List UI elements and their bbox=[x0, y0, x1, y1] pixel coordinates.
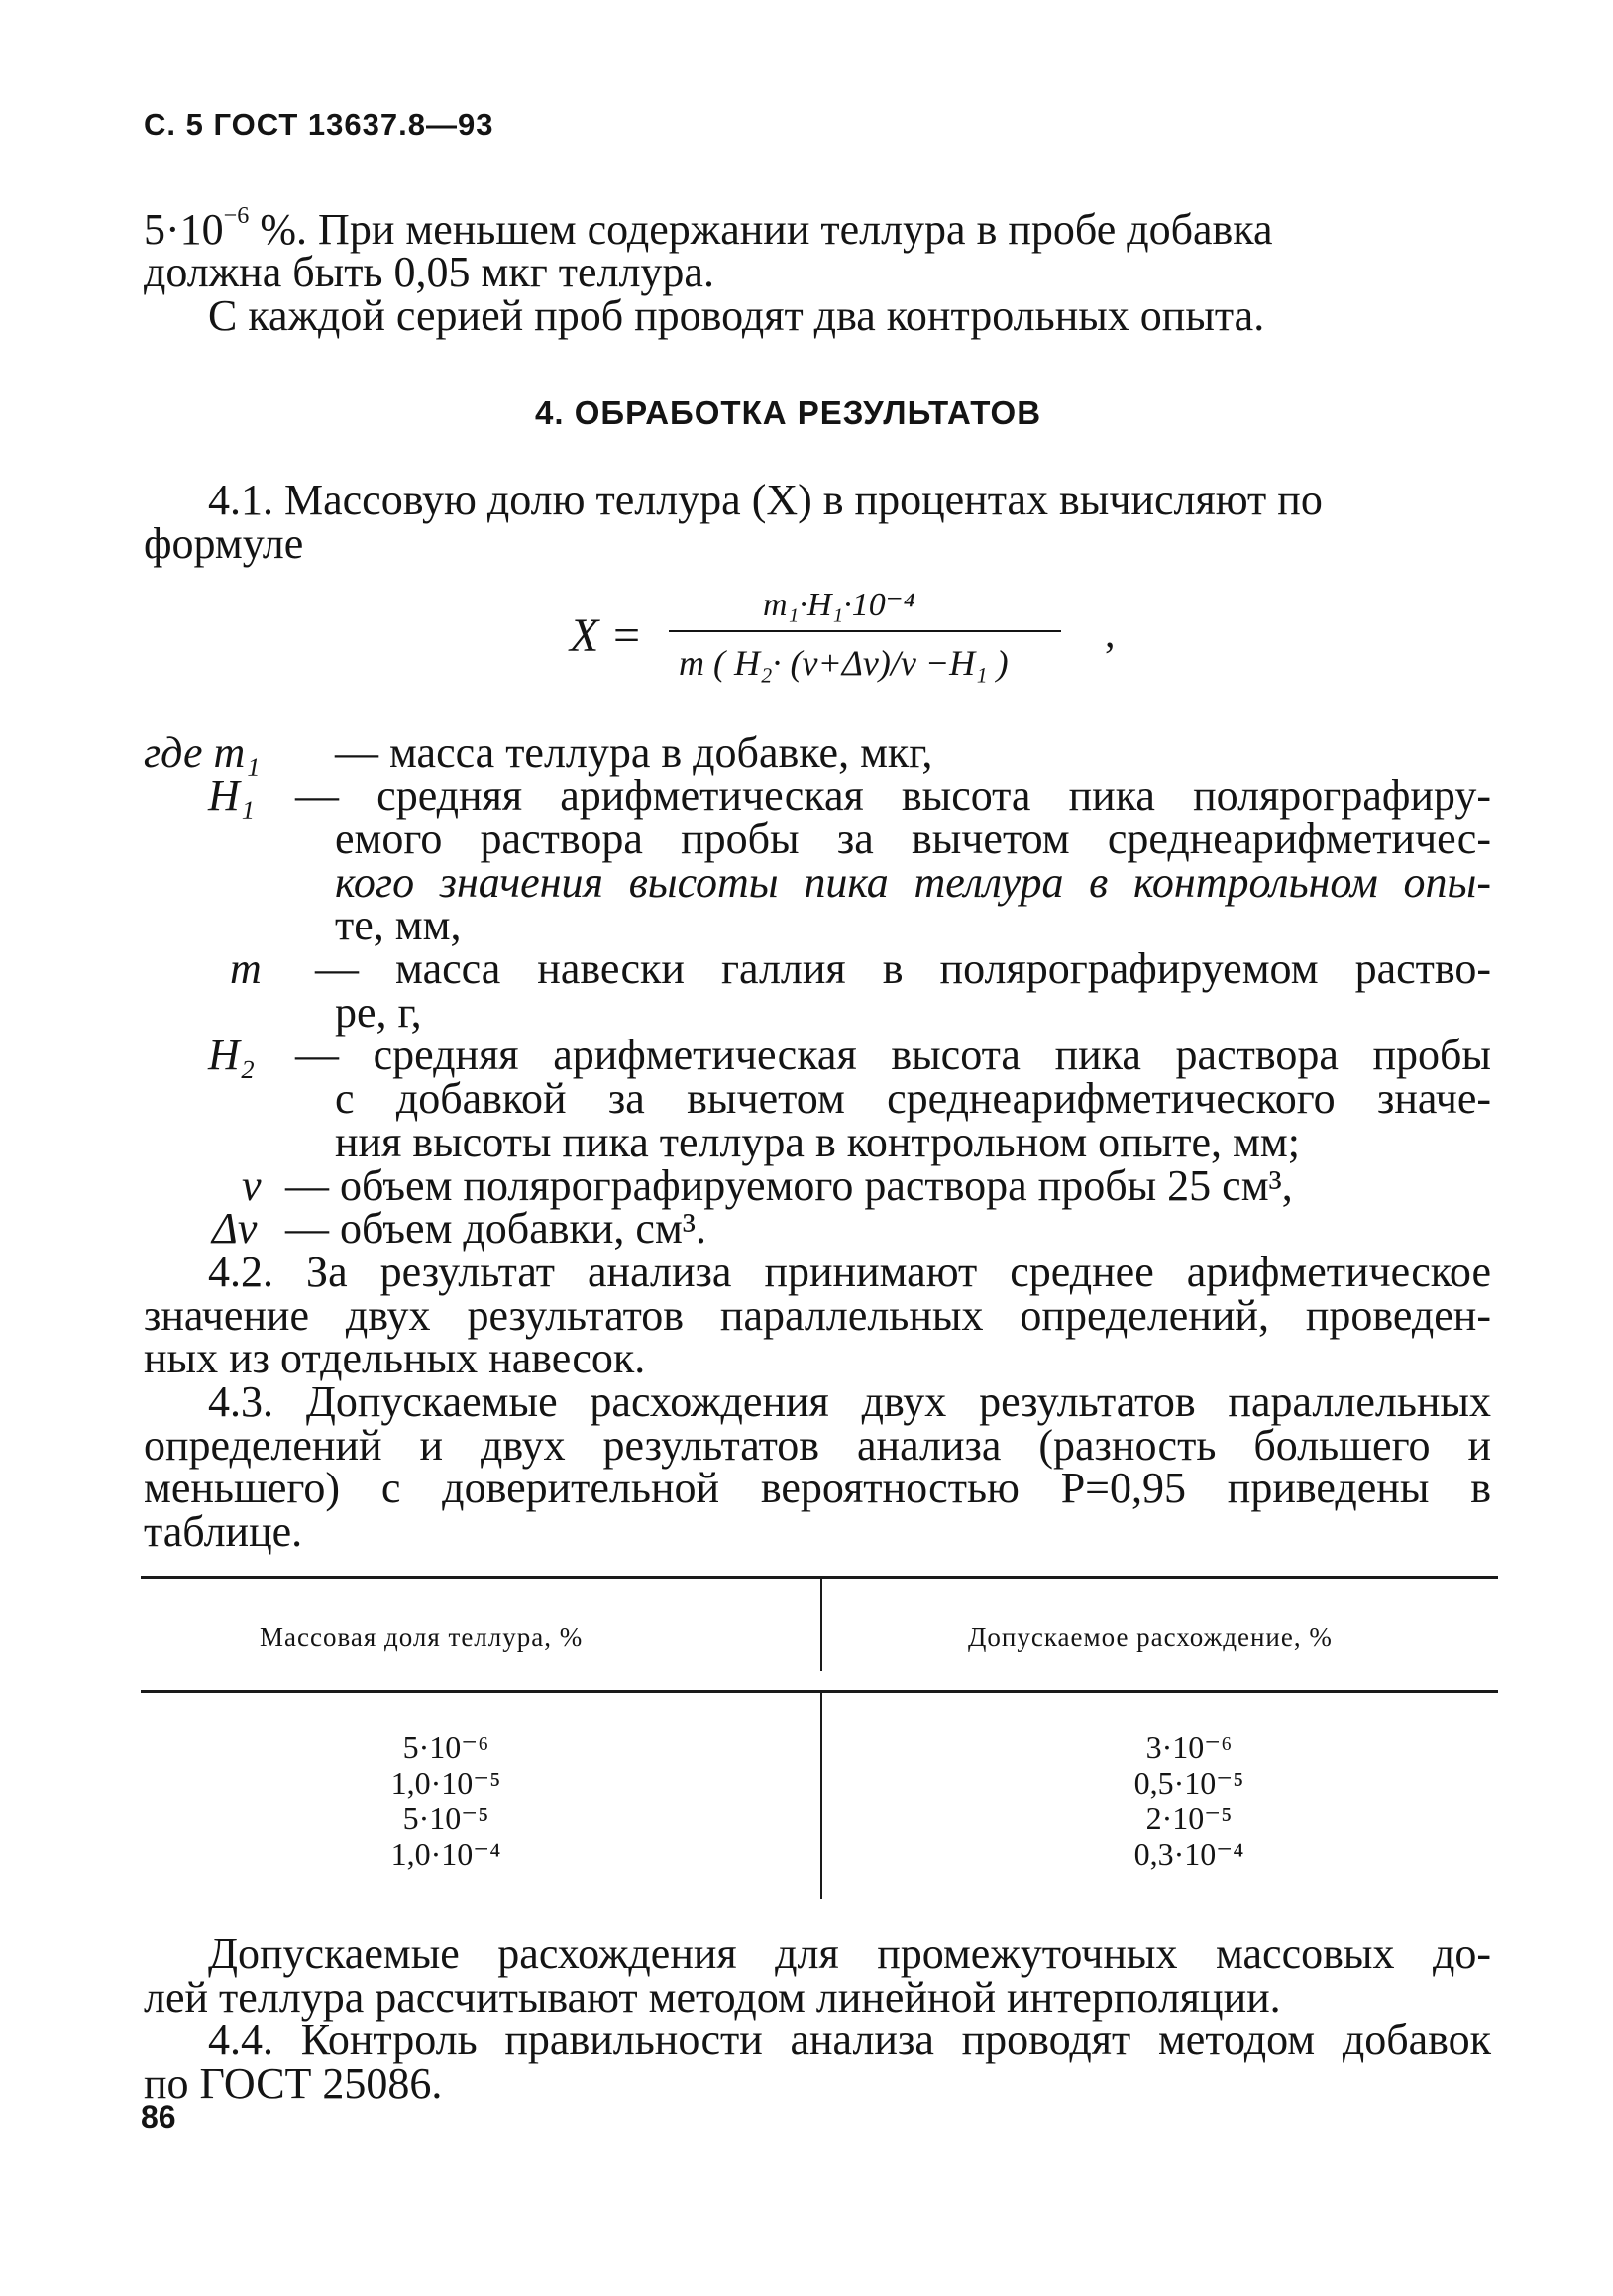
def-H1-line-1: — средняя арифметическая высота пика полярографиру- bbox=[295, 771, 1491, 820]
table-col2-row4: 0,3·10⁻⁴ bbox=[1133, 1836, 1244, 1872]
table-col1-row2: 1,0·10⁻⁵ bbox=[390, 1765, 501, 1801]
p41-line-2: формуле bbox=[144, 519, 304, 568]
table-col1-row1: 5·10⁻⁶ bbox=[402, 1729, 489, 1765]
def-H1-line-2: емого раствора пробы за вычетом среднеарифметичес- bbox=[335, 815, 1491, 863]
table-header-col1: Массовая доля теллура, % bbox=[260, 1622, 584, 1652]
intro-line-1 bbox=[144, 202, 1273, 254]
table-col2-row2: 0,5·10⁻⁵ bbox=[1133, 1765, 1244, 1801]
formula-lhs: X bbox=[570, 609, 599, 662]
def-m1-symbol: где m₁ bbox=[144, 728, 261, 777]
def-m-line-1: — масса навески галлия в полярографируемом раство- bbox=[315, 944, 1491, 993]
p42-line-3: ных из отдельных навесок. bbox=[144, 1334, 646, 1382]
p43-line-1: 4.3. Допускаемые расхождения двух результатов параллельных bbox=[208, 1377, 1491, 1426]
p43-line-2: определений и двух результатов анализа (разность большего и bbox=[144, 1421, 1491, 1470]
def-v-text: — объем полярографируемого раствора пробы 25 см³, bbox=[285, 1161, 1293, 1210]
def-m-symbol: m bbox=[230, 944, 262, 993]
formula bbox=[570, 587, 1125, 710]
table-header-divider bbox=[820, 1579, 822, 1671]
intro-exponent: −6 bbox=[223, 202, 250, 229]
def-H2-line-1: — средняя арифметическая высота пика раствора пробы bbox=[295, 1031, 1491, 1079]
def-H1-symbol: H₁ bbox=[208, 771, 256, 820]
after-table-line-1: Допускаемые расхождения для промежуточных массовых до- bbox=[208, 1929, 1491, 1978]
intro-text: %. При меньшем содержании теллура в пробе добавка bbox=[249, 205, 1273, 254]
table-col1-row3: 5·10⁻⁵ bbox=[402, 1801, 489, 1836]
intro-value: 5·10 bbox=[144, 205, 224, 254]
table-col2-row3: 2·10⁻⁵ bbox=[1145, 1801, 1233, 1836]
p42-line-2: значение двух результатов параллельных определений, проведен- bbox=[144, 1291, 1491, 1340]
def-H2-line-3: ния высоты пика теллура в контрольном опыте, мм; bbox=[335, 1118, 1300, 1166]
table-col1-row4: 1,0·10⁻⁴ bbox=[390, 1836, 501, 1872]
formula-denominator: m ( H₂· (v+Δv)/v −H₁ ) bbox=[679, 643, 1009, 683]
def-H1-line-3: кого значения высоты пика теллура в контрольном опы- bbox=[335, 858, 1491, 907]
def-m-line-2: ре, г, bbox=[335, 988, 422, 1037]
table-header-rule bbox=[141, 1690, 1498, 1693]
def-H2-line-2: с добавкой за вычетом среднеарифметического значе- bbox=[335, 1074, 1491, 1123]
page-header: С. 5 ГОСТ 13637.8—93 bbox=[144, 107, 494, 142]
page-number: 86 bbox=[141, 2099, 176, 2134]
table-top-rule bbox=[141, 1576, 1498, 1579]
p44-line-2: по ГОСТ 25086. bbox=[144, 2059, 443, 2108]
p43-line-3: меньшего) с доверительной вероятностью P=0,95 приведены в bbox=[144, 1464, 1491, 1512]
def-dv-symbol: Δv bbox=[212, 1204, 258, 1253]
table-col2-row1: 3·10⁻⁶ bbox=[1145, 1729, 1233, 1765]
def-dv-text: — объем добавки, см³. bbox=[285, 1204, 706, 1253]
after-table-line-2: лей теллура рассчитывают методом линейной интерполяции. bbox=[144, 1973, 1281, 2022]
p41-line-1: 4.1. Массовую долю теллура (X) в процентах вычисляют по bbox=[208, 476, 1323, 524]
table-header-col2: Допускаемое расхождение, % bbox=[968, 1622, 1333, 1652]
def-H2-symbol: H₂ bbox=[208, 1031, 256, 1079]
p43-line-4: таблице. bbox=[144, 1507, 303, 1556]
p44-line-1: 4.4. Контроль правильности анализа проводят методом добавок bbox=[208, 2016, 1491, 2064]
section-title: 4. ОБРАБОТКА РЕЗУЛЬТАТОВ bbox=[535, 394, 1042, 431]
formula-fraction-bar bbox=[669, 630, 1061, 632]
intro-line-2: должна быть 0,05 мкг теллура. bbox=[144, 248, 714, 296]
def-H1-line-4: те, мм, bbox=[335, 901, 462, 949]
formula-eq: = bbox=[613, 609, 641, 662]
formula-numerator: m₁·H₁·10⁻⁴ bbox=[763, 587, 915, 623]
table-body-divider bbox=[820, 1693, 822, 1899]
p42-line-1: 4.2. За результат анализа принимают среднее арифметическое bbox=[208, 1248, 1491, 1296]
def-m1-text: — масса теллура в добавке, мкг, bbox=[335, 728, 933, 777]
intro-line-3: С каждой серией проб проводят два контрольных опыта. bbox=[208, 291, 1265, 340]
formula-comma: , bbox=[1105, 611, 1116, 657]
def-v-symbol: v bbox=[242, 1161, 262, 1210]
